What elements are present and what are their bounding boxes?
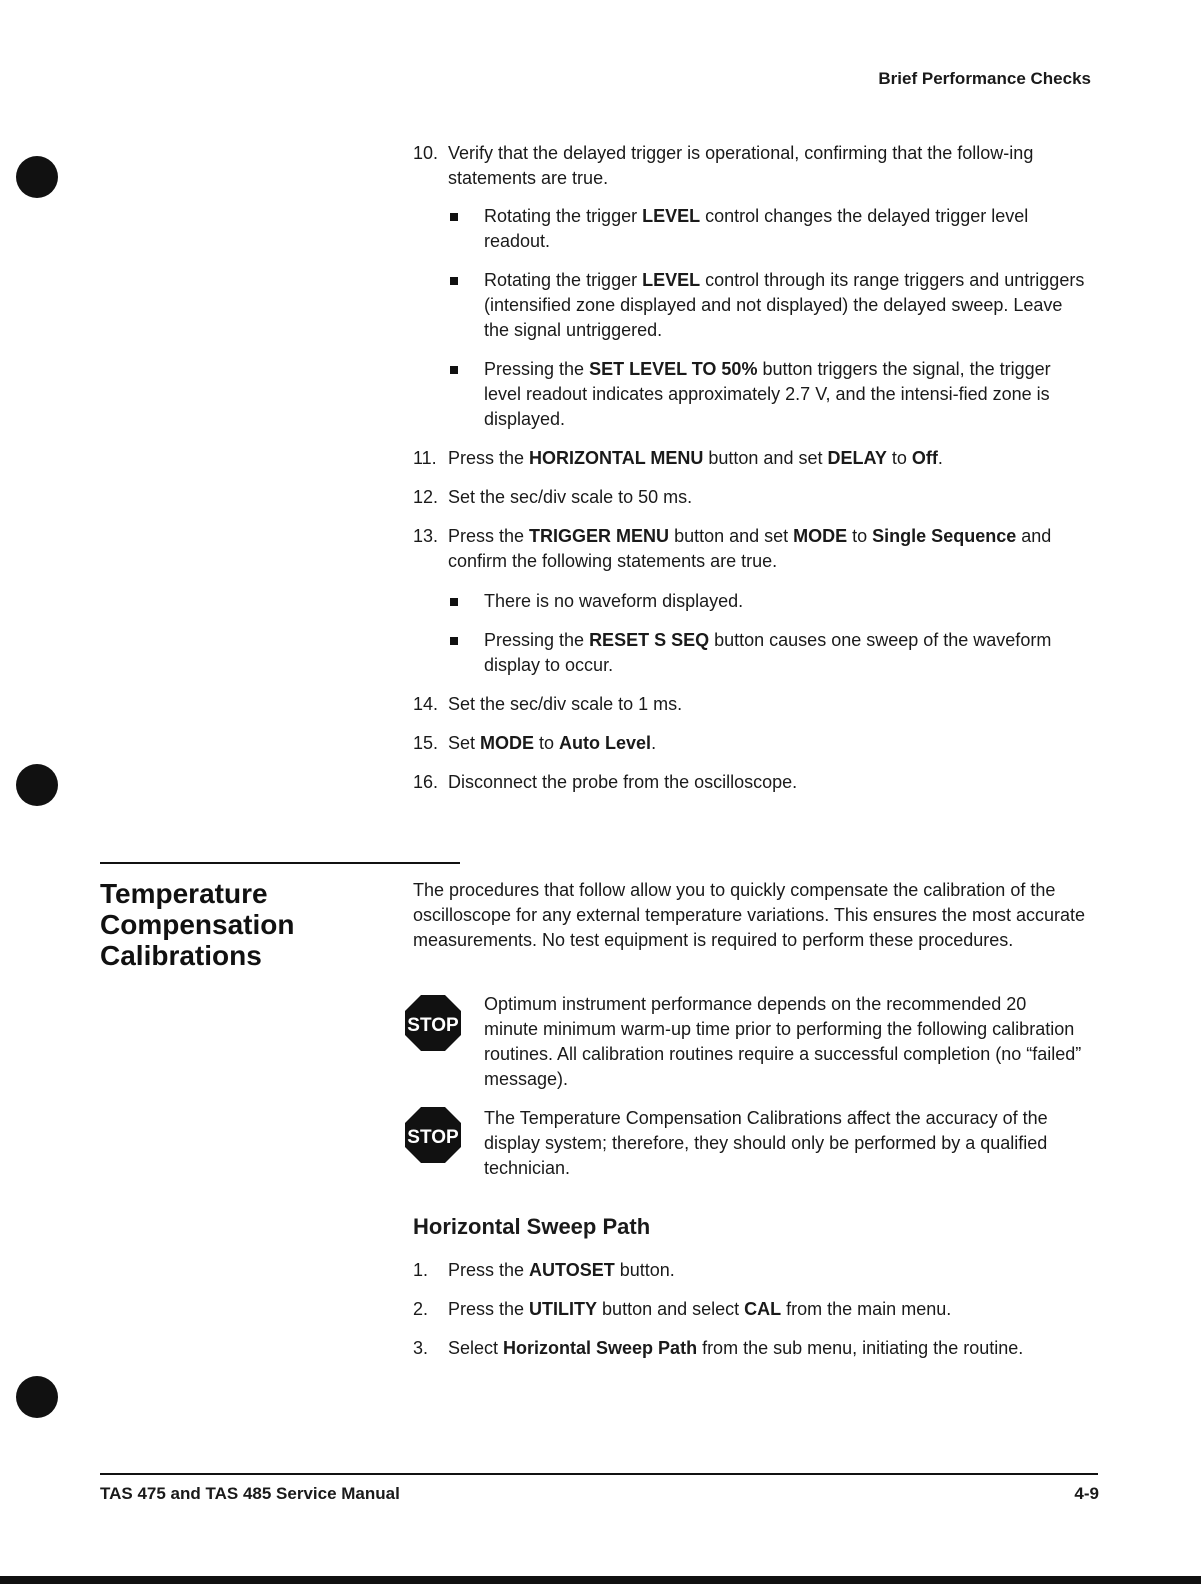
bullet-square-icon	[450, 277, 458, 285]
running-header: Brief Performance Checks	[878, 69, 1091, 88]
note-technician: The Temperature Compensation Calibrations affect the accuracy of the display system; therefore, they should only be performed by a qualified technician.	[484, 1108, 1048, 1178]
bullet-square-icon	[450, 213, 458, 221]
step-text: Verify that the delayed trigger is operational, confirming that the follow-ing statements are true.	[448, 143, 1034, 188]
bullet-square-icon	[450, 637, 458, 645]
footer-divider	[100, 1473, 1098, 1475]
binder-hole-middle	[16, 764, 58, 806]
scan-edge-bar	[0, 1576, 1201, 1584]
section-title: Temperature Compensation Calibrations	[100, 878, 295, 971]
stop-sign-icon	[404, 994, 462, 1052]
section-divider	[100, 862, 460, 864]
stop-sign-label: STOP	[407, 1127, 459, 1148]
list-item: Rotating the trigger LEVEL control changes the delayed trigger level readout.	[450, 204, 1090, 256]
step-13: 13. Press the TRIGGER MENU button and set MODE to Single Sequence and confirm the following statements are true.	[413, 526, 1052, 571]
bullet-square-icon	[450, 366, 458, 374]
step-11: 11. Press the HORIZONTAL MENU button and set DELAY to Off.	[413, 448, 943, 468]
step-16: 16. Disconnect the probe from the oscilloscope.	[413, 772, 798, 792]
bullet-square-icon	[450, 598, 458, 606]
sub-step-2: 2. Press the UTILITY button and select CAL from the main menu.	[413, 1299, 952, 1319]
list-item: Rotating the trigger LEVEL control through its range triggers and untriggers (intensified zone displayed and not displayed) the delayed sweep. Leave the signal untriggered.	[450, 268, 1090, 346]
binder-hole-bottom	[16, 1376, 58, 1418]
list-item: Pressing the SET LEVEL TO 50% button triggers the signal, the trigger level readout indicates approximately 2.7 V, and the intensi-fied zone is displayed.	[450, 357, 1090, 435]
section-intro: The procedures that follow allow you to quickly compensate the calibration of the oscilloscope for any external temperature variations. This ensures the most accurate measurements. No test equipment is required to perform these procedures.	[413, 880, 1085, 950]
binder-hole-top	[16, 156, 58, 198]
subsection-title: Horizontal Sweep Path	[413, 1214, 651, 1239]
step-10	[413, 141, 1093, 193]
step-14: 14. Set the sec/div scale to 1 ms.	[413, 694, 683, 714]
page-number: 4-9	[1074, 1484, 1099, 1503]
list-item: There is no waveform displayed.	[450, 589, 1090, 615]
sub-step-1: 1. Press the AUTOSET button.	[413, 1260, 675, 1280]
step-15: 15. Set MODE to Auto Level.	[413, 733, 657, 753]
footer-title: TAS 475 and TAS 485 Service Manual	[100, 1484, 400, 1503]
step-number: 10.	[413, 143, 439, 163]
sub-step-3: 3. Select Horizontal Sweep Path from the sub menu, initiating the routine.	[413, 1338, 1024, 1358]
list-item: Pressing the RESET S SEQ button causes one sweep of the waveform display to occur.	[450, 628, 1090, 680]
note-warmup: Optimum instrument performance depends on the recommended 20 minute minimum warm-up time prior to performing the following calibration routines. All calibration routines require a successful completion (no “failed” message).	[484, 994, 1082, 1089]
stop-sign-icon	[404, 1106, 462, 1164]
step-12: 12. Set the sec/div scale to 50 ms.	[413, 487, 693, 507]
stop-sign-label: STOP	[407, 1015, 459, 1036]
